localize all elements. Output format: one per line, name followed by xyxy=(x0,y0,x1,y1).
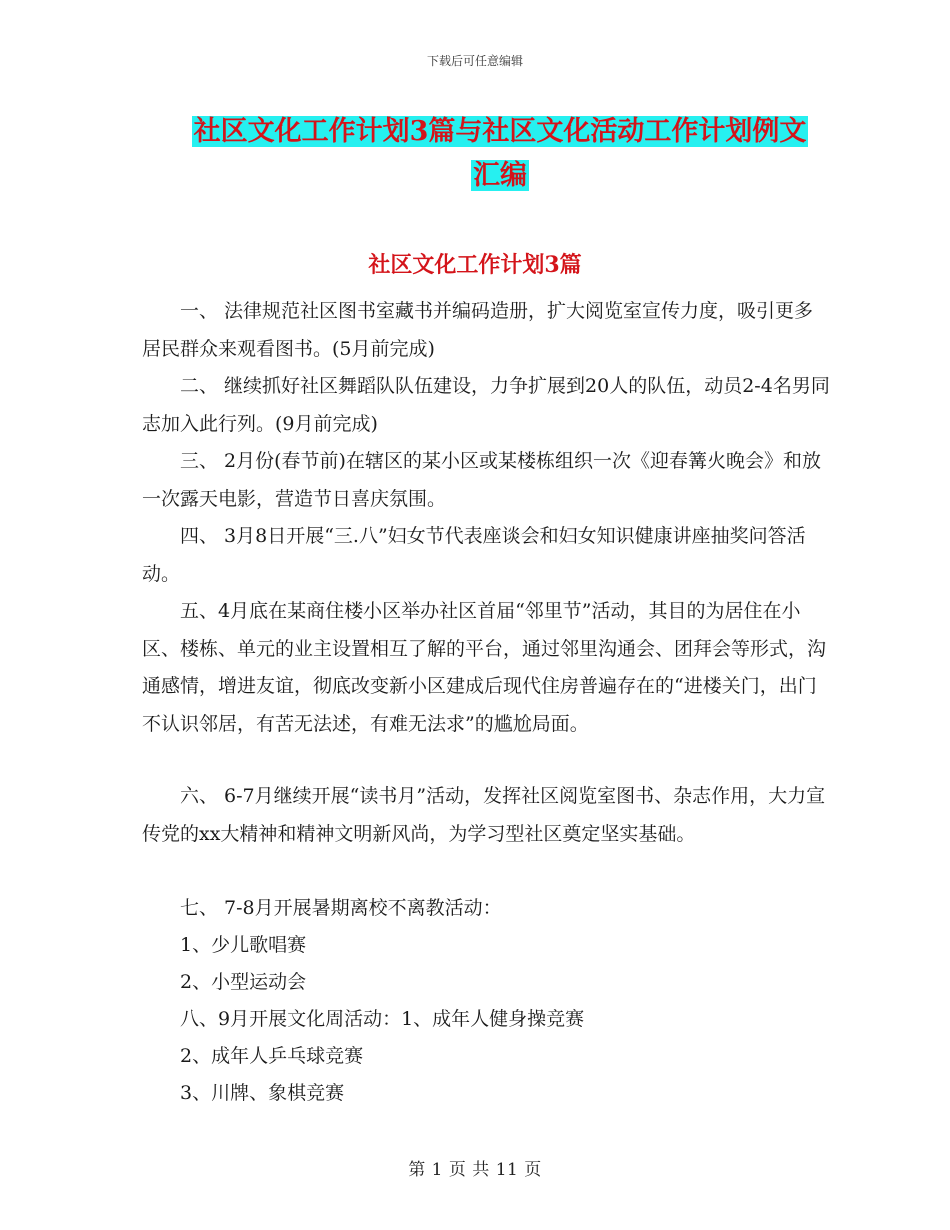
paragraph-4: 四、 3月8日开展“三.八”妇女节代表座谈会和妇女知识健康讲座抽奖问答活动。 xyxy=(142,525,806,585)
paragraph-6: 六、 6-7月继续开展“读书月”活动，发挥社区阅览室图书、杂志作用，大力宣传党的xx大精神和精神文明新风尚，为学习型社区奠定坚实基础。 xyxy=(142,785,826,845)
paragraph-3: 三、 2月份(春节前)在辖区的某小区或某楼栋组织一次《迎春篝火晚会》和放一次露天电影，营造节日喜庆氛围。 xyxy=(142,450,821,510)
list-item: 2、小型运动会 xyxy=(142,971,307,993)
page-footer: 第 1 页 共 11 页 xyxy=(408,1160,542,1180)
document-title xyxy=(190,110,810,198)
page-header: 下载后可任意编辑 xyxy=(426,54,523,68)
list-item: 2、成年人乒乓球竞赛 xyxy=(142,1045,364,1067)
paragraph-2: 二、 继续抓好社区舞蹈队队伍建设，力争扩展到20人的队伍，动员2-4名男同志加入此行列。(9月前完成) xyxy=(142,375,830,435)
list-item: 1、少儿歌唱赛 xyxy=(142,934,307,956)
paragraph-1: 一、 法律规范社区图书室藏书并编码造册，扩大阅览室宣传力度，吸引更多居民群众来观看图书。(5月前完成) xyxy=(142,300,814,360)
list-item: 3、川牌、象棋竞赛 xyxy=(142,1082,345,1104)
paragraph-7: 七、 7-8月开展暑期离校不离教活动： xyxy=(142,897,502,919)
document-title-line-1: 社区文化工作计划3篇与社区文化活动工作计划例文 xyxy=(193,116,807,147)
paragraph-8: 八、9月开展文化周活动：1、成年人健身操竞赛 xyxy=(142,1008,585,1030)
section-title: 社区文化工作计划3篇 xyxy=(368,252,582,278)
document-title-line-2: 汇编 xyxy=(473,160,527,191)
paragraph-5: 五、4月底在某商住楼小区举办社区首届“邻里节”活动，其目的为居住在小区、楼栋、单元的业主设置相互了解的平台，通过邻里沟通会、团拜会等形式，沟通感情，增进友谊，彻底改变新小区建成后现代住房普遍存在的“进楼关门，出门不认识邻居，有苦无法述，有难无法求”的尴尬局面。 xyxy=(142,600,827,735)
